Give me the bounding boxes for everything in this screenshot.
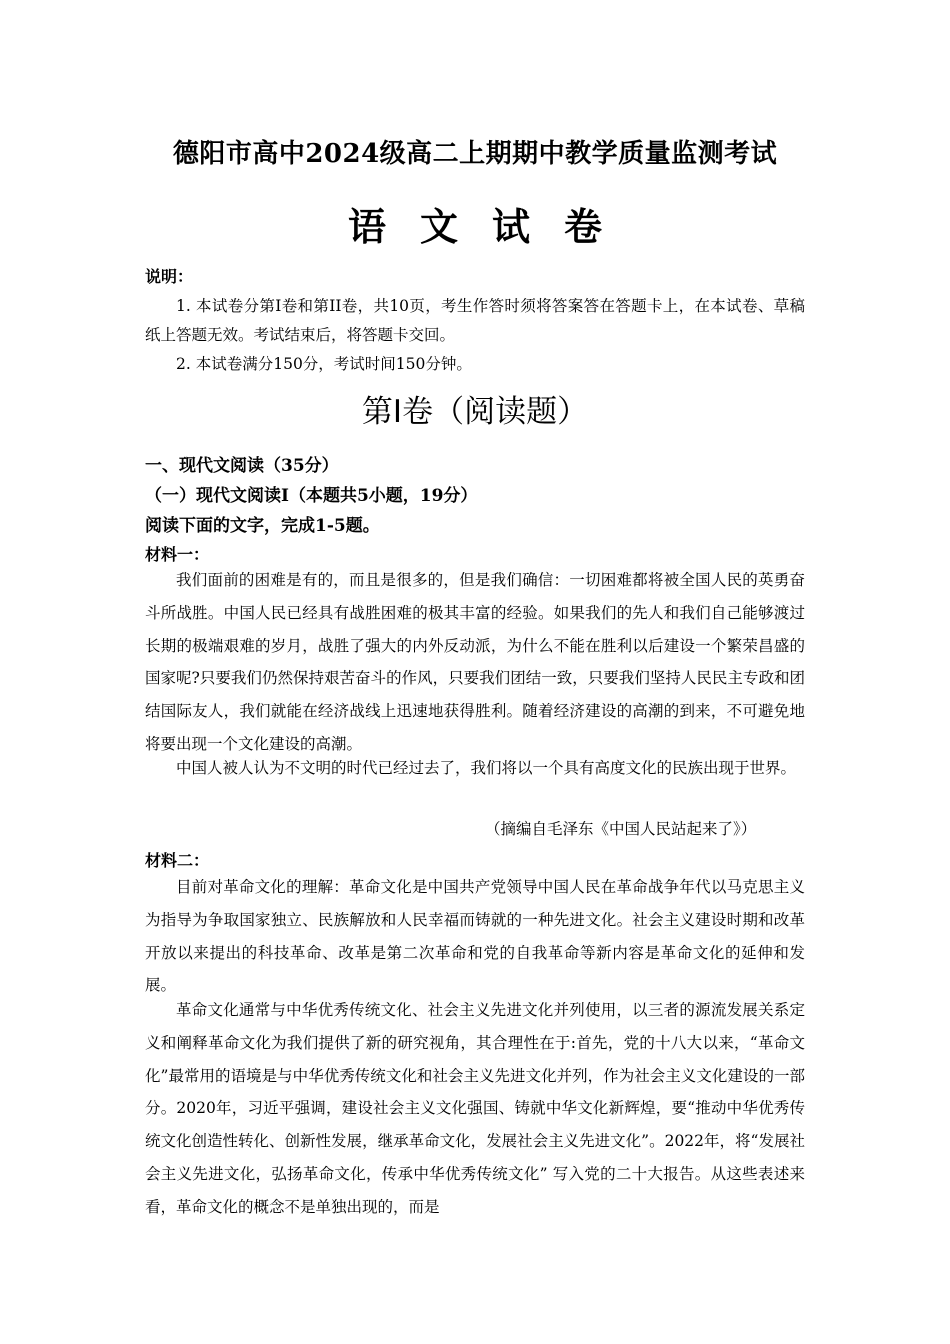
material1-paragraph-1: 我们面前的困难是有的，而且是很多的，但是我们确信：一切困难都将被全国人民的英勇奋斗所战胜。中国人民已经具有战胜困难的极其丰富的经验。如果我们的先人和我们自己能够渡过长期的极端艰难的岁月，战胜了强大的内外反动派，为什么不能在胜利以后建设一个繁荣昌盛的国家呢?只要我们仍然保持艰苦奋斗的作风，只要我们团结一致，只要我们坚持人民民主专政和团结国际友人，我们就能在经济战线上迅速地获得胜利。随着经济建设的高潮的到来，不可避免地将要出现一个文化建设的高潮。 xyxy=(145,571,805,753)
subject-char: 语 xyxy=(347,204,386,249)
subject-char: 文 xyxy=(419,204,458,249)
material1-source: （摘编自毛泽东《中国人民站起来了》） xyxy=(485,820,757,838)
material1-paragraph-2: 中国人被人认为不文明的时代已经过去了，我们将以一个具有高度文化的民族出现于世界。 xyxy=(176,759,797,777)
exam-title: 德阳市高中2024级高二上期期中教学质量监测考试 xyxy=(172,139,778,169)
subject-title xyxy=(0,196,950,251)
material2-paragraph-2: 革命文化通常与中华优秀传统文化、社会主义先进文化并列使用，以三者的源流发展关系定义和阐释革命文化为我们提供了新的研究视角，其合理性在于:首先，党的十八大以来，“革命文化”最常用的语境是与中华优秀传统文化和社会主义先进文化并列，作为社会主义文化建设的一部分。2020年，习近平强调，建设社会主义文化强国、铸就中华文化新辉煌，要“推动中华优秀传统文化创造性转化、创新性发展，继承革命文化，发展社会主义先进文化”。2022年，将“发展社会主义先进文化，弘扬革命文化，传承中华优秀传统文化” 写入党的二十大报告。从这些表述来看，革命文化的概念不是单独出现的，而是 xyxy=(145,1001,805,1216)
note-item-2: 2. 本试卷满分150分，考试时间150分钟。 xyxy=(176,355,472,373)
note-item-1: 1. 本试卷分第I卷和第II卷，共10页，考生作答时须将答案答在答题卡上，在本试卷、草稿纸上答题无效。考试结束后，将答题卡交回。 xyxy=(145,297,805,344)
volume-title: 第I卷（阅读题） xyxy=(361,394,589,430)
notes-label: 说明： xyxy=(145,267,194,286)
section-title: 一、现代文阅读（35分） xyxy=(145,456,339,476)
subject-char: 卷 xyxy=(564,204,603,249)
material1-label: 材料一： xyxy=(145,545,210,564)
subject-char: 试 xyxy=(492,204,531,249)
reading-instruction: 阅读下面的文字，完成1-5题。 xyxy=(145,516,380,536)
material2-label: 材料二： xyxy=(145,851,210,870)
subsection-title: （一）现代文阅读I（本题共5小题，19分） xyxy=(145,486,478,506)
material2-paragraph-1: 目前对革命文化的理解：革命文化是中国共产党领导中国人民在革命战争年代以马克思主义为指导为争取国家独立、民族解放和人民幸福而铸就的一种先进文化。社会主义建设时期和改革开放以来提出的科技革命、改革是第二次革命和党的自我革命等新内容是革命文化的延伸和发展。 xyxy=(145,878,805,995)
